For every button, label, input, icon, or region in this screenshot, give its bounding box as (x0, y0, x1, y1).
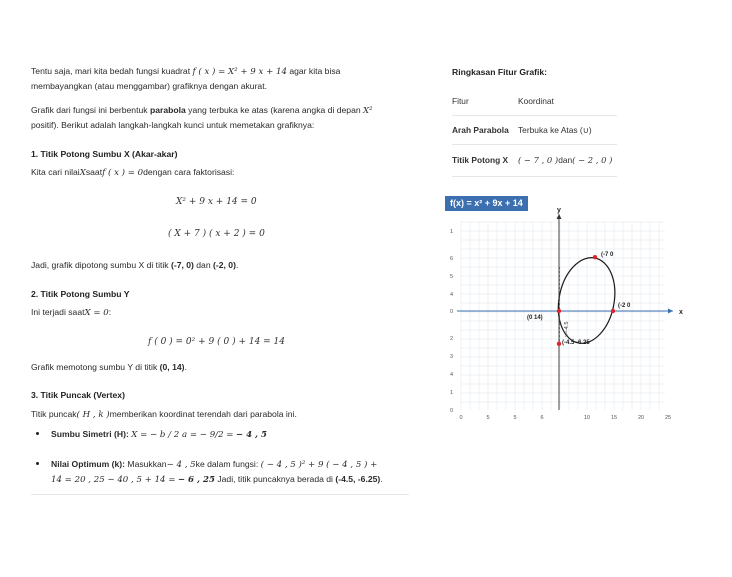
summary-title: Ringkasan Fitur Grafik: (452, 67, 548, 77)
point-label: (-4.5 -6.25 (562, 339, 590, 346)
x-tick-label: 5 (486, 415, 490, 421)
x-tick-label: 5 (513, 415, 517, 421)
table-divider (452, 144, 617, 145)
y-tick-label: 0 (449, 309, 453, 315)
x-tick-label: 25 (664, 415, 672, 421)
point-vertex-top (593, 255, 597, 259)
table-row-label: Titik Potong X (452, 155, 509, 165)
chart-title: f(x) = x² + 9x + 14 (445, 196, 528, 211)
x-tick-label: 0 (459, 415, 463, 421)
table-row-label: Arah Parabola (452, 125, 509, 135)
bullet-optimum-value: Nilai Optimum (k): Masukkan− 4 , 5ke dalam fungsi: ( − 4 , 5 )² + 9 ( − 4 , 5 ) + (51, 459, 378, 470)
bullet-dot (36, 462, 39, 465)
section-3-text: Titik puncak( H , k )memberikan koordinat terendah dari parabola ini. (31, 409, 297, 420)
y-tick-label: 4 (449, 292, 453, 298)
intro-line-2: membayangkan (atau menggambar) grafiknya dengan akurat. (31, 81, 267, 91)
y-axis-label: y (557, 207, 561, 214)
point-label: (-7 0 (601, 252, 614, 259)
point-right (611, 309, 615, 313)
y-tick-label: 3 (449, 354, 453, 360)
section-3-title: 3. Titik Puncak (Vertex) (31, 390, 125, 400)
section-2-text: Ini terjadi saatX = 0: (31, 307, 112, 318)
section-1-text: Kita cari nilaiXsaatf ( x ) = 0dengan cara faktorisasi: (31, 167, 235, 178)
y-tick-label: 0 (449, 408, 453, 414)
intro-line-3: Grafik dari fungsi ini berbentuk parabola yang terbuka ke atas (karena angka di depan X² (31, 105, 373, 116)
section-2-title: 2. Titik Potong Sumbu Y (31, 289, 130, 299)
intro-line-1: Tentu saja, mari kita bedah fungsi kuadrat f ( x ) = X² + 9 x + 14 agar kita bisa (31, 66, 341, 77)
table-row-value: Terbuka ke Atas (∪) (518, 125, 592, 135)
equation-3: f ( 0 ) = 0² + 9 ( 0 ) + 14 = 14 (148, 337, 286, 347)
x-axis-arrow (668, 309, 673, 314)
bullet-axis-of-symmetry: Sumbu Simetri (H): X = − b / 2 a = − 9/2 = − 4 , 5 (51, 429, 268, 440)
bullet-optimum-value-cont: 14 = 20 , 25 − 40 , 5 + 14 = − 6 , 25 Jadi, titik puncaknya berada di (-4.5, -6.25). (51, 474, 383, 485)
table-divider (452, 115, 617, 116)
table-header-coordinate: Koordinat (518, 96, 554, 106)
chart-svg (443, 192, 683, 432)
y-tick-label: 4 (449, 372, 453, 378)
chart-marks (527, 252, 631, 346)
x-tick-label: 20 (637, 415, 645, 421)
x-tick-label: 15 (610, 415, 618, 421)
y-axis-arrow (557, 214, 562, 219)
intro-line-4: positif). Berikut adalah langkah-langkah kunci untuk memetakan grafiknya: (31, 120, 315, 130)
x-axis-label: x (679, 309, 683, 316)
y-tick-label: 6 (449, 256, 453, 262)
section-1-result: Jadi, grafik dipotong sumbu X di titik (-7, 0) dan (-2, 0). (31, 260, 239, 270)
table-divider (452, 176, 617, 177)
y-tick-label: 1 (449, 229, 453, 235)
point-label: (-2 0 (618, 303, 631, 309)
y-tick-label: 2 (449, 336, 453, 342)
chart-axes (457, 207, 683, 410)
x-tick-label: 10 (583, 415, 591, 421)
point-origin (557, 309, 561, 313)
table-row-value: ( − 7 , 0 )dan( − 2 , 0 ) (518, 155, 613, 165)
y-tick-label: 5 (449, 274, 453, 280)
x-tick-label: 6 (540, 415, 544, 421)
bottom-divider (31, 494, 409, 495)
section-2-result: Grafik memotong sumbu Y di titik (0, 14). (31, 362, 187, 372)
equation-2: ( X + 7 ) ( x + 2 ) = 0 (168, 229, 265, 239)
bullet-dot (36, 432, 39, 435)
symmetry-label: x=-4.5 (564, 321, 570, 337)
section-1-title: 1. Titik Potong Sumbu X (Akar-akar) (31, 149, 178, 159)
point-bottom (557, 342, 561, 346)
point-label: (0 14) (527, 315, 543, 321)
chart-grid (461, 222, 665, 410)
y-tick-label: 1 (449, 390, 453, 396)
equation-1: X² + 9 x + 14 = 0 (176, 197, 257, 207)
table-header-feature: Fitur (452, 96, 469, 106)
